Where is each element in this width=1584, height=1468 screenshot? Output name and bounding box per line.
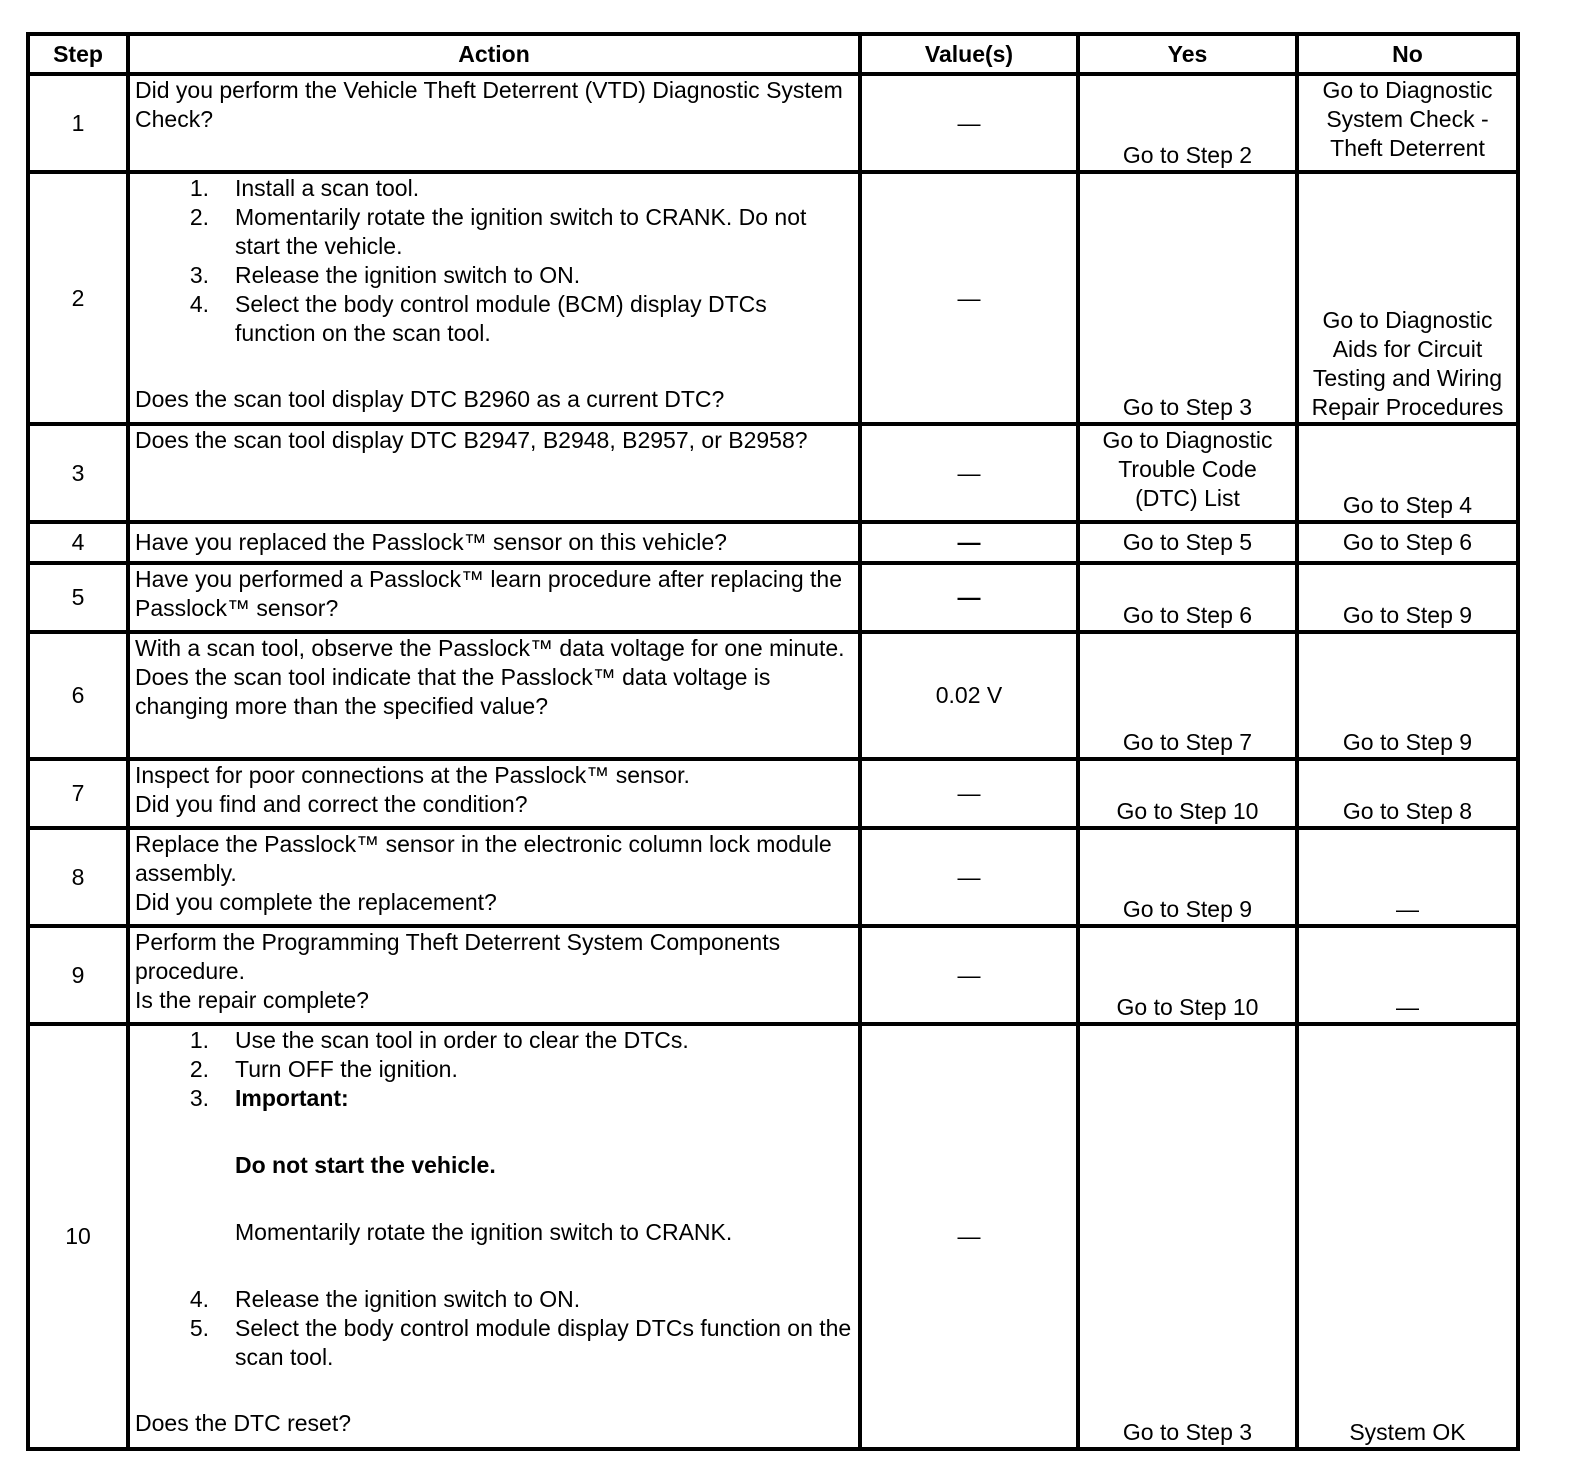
header-step: Step [28, 34, 128, 74]
substep-text: Momentarily rotate the ignition switch to CRANK. [235, 1219, 733, 1245]
important-note: Do not start the vehicle. [235, 1152, 496, 1178]
yes-cell: Go to Step 9 [1078, 828, 1297, 926]
table-row [28, 522, 1518, 563]
header-no: No [1297, 34, 1518, 74]
substep [135, 1055, 853, 1084]
substep-number: 5. [189, 1315, 209, 1341]
substep-number: 1. [189, 175, 209, 201]
substep-number [135, 1218, 209, 1247]
no-cell: Go to Step 9 [1297, 632, 1518, 759]
action-text: Did you perform the Vehicle Theft Deterrent (VTD) Diagnostic System Check? [135, 77, 843, 132]
action-text: Replace the Passlock™ sensor in the electronic column lock module assembly. [135, 831, 832, 886]
substep-text: Install a scan tool. [235, 175, 420, 201]
action-question: Does the scan tool display DTC B2960 as a current DTC? [135, 386, 725, 412]
substep [135, 1314, 853, 1372]
substep-text: Release the ignition switch to ON. [235, 1286, 581, 1312]
substep-text: Turn OFF the ignition. [235, 1056, 458, 1082]
action-cell [128, 632, 860, 759]
substep-number: 1. [189, 1027, 209, 1053]
no-cell: Go to Step 9 [1297, 563, 1518, 632]
value-cell: 0.02 V [860, 632, 1078, 759]
action-text: Inspect for poor connections at the Passlock™ sensor. [135, 762, 690, 788]
action-cell [128, 759, 860, 828]
yes-cell: Go to Step 10 [1078, 759, 1297, 828]
substep-number: 3. [189, 1085, 209, 1111]
action-cell [128, 522, 860, 563]
header-row [28, 34, 1518, 74]
value-cell: — [860, 926, 1078, 1024]
no-cell: — [1297, 926, 1518, 1024]
substep-list [135, 174, 853, 348]
yes-cell: Go to Step 10 [1078, 926, 1297, 1024]
table-row [28, 632, 1518, 759]
step-number: 5 [28, 563, 128, 632]
no-cell: — [1297, 828, 1518, 926]
substep [135, 1151, 853, 1180]
substep-text: Momentarily rotate the ignition switch to CRANK. Do not start the vehicle. [235, 204, 807, 259]
table-row [28, 563, 1518, 632]
no-cell: Go to Step 8 [1297, 759, 1518, 828]
step-number: 6 [28, 632, 128, 759]
yes-cell: Go to Step 3 [1078, 172, 1297, 424]
step-number: 7 [28, 759, 128, 828]
step-number: 10 [28, 1024, 128, 1449]
no-cell: Go to Step 6 [1297, 522, 1518, 563]
substep-text: Release the ignition switch to ON. [235, 262, 581, 288]
step-number: 8 [28, 828, 128, 926]
substep-number: 4. [189, 1286, 209, 1312]
substep-list [135, 1026, 853, 1372]
step-number: 9 [28, 926, 128, 1024]
yes-cell: Go to Step 7 [1078, 632, 1297, 759]
header-action: Action [128, 34, 860, 74]
yes-cell: Go to Step 2 [1078, 74, 1297, 172]
value-cell: — [860, 563, 1078, 632]
header-values: Value(s) [860, 34, 1078, 74]
substep [135, 1026, 853, 1055]
substep [135, 261, 853, 290]
substep-number: 2. [189, 1056, 209, 1082]
table-row [28, 424, 1518, 522]
substep [135, 174, 853, 203]
table-row [28, 1024, 1518, 1449]
action-text: With a scan tool, observe the Passlock™ data voltage for one minute. [135, 635, 845, 661]
action-text: Have you performed a Passlock™ learn procedure after replacing the Passlock™ sensor? [135, 566, 842, 621]
table-row [28, 926, 1518, 1024]
action-text: Does the scan tool display DTC B2947, B2948, B2957, or B2958? [135, 427, 808, 453]
substep [135, 1285, 853, 1314]
yes-cell: Go to Step 3 [1078, 1024, 1297, 1449]
value-cell: — [860, 172, 1078, 424]
substep-number: 2. [189, 204, 209, 230]
step-number: 2 [28, 172, 128, 424]
substep [135, 1218, 853, 1247]
value-cell: — [860, 759, 1078, 828]
value-cell: — [860, 424, 1078, 522]
value-cell: — [860, 1024, 1078, 1449]
action-question: Is the repair complete? [135, 987, 369, 1013]
yes-cell: Go to Step 5 [1078, 522, 1297, 563]
substep [135, 290, 853, 348]
substep [135, 203, 853, 261]
action-text: Have you replaced the Passlock™ sensor on this vehicle? [135, 529, 727, 555]
action-cell [128, 74, 860, 172]
step-number: 4 [28, 522, 128, 563]
yes-cell: Go to Step 6 [1078, 563, 1297, 632]
important-label: Important: [235, 1085, 349, 1111]
step-number: 3 [28, 424, 128, 522]
substep [135, 1084, 853, 1113]
action-question: Does the DTC reset? [135, 1410, 352, 1436]
substep-text: Use the scan tool in order to clear the DTCs. [235, 1027, 689, 1053]
action-cell [128, 424, 860, 522]
table-row [28, 172, 1518, 424]
action-cell [128, 172, 860, 424]
action-cell [128, 563, 860, 632]
action-text: Perform the Programming Theft Deterrent System Components procedure. [135, 929, 781, 984]
header-yes: Yes [1078, 34, 1297, 74]
action-question: Does the scan tool indicate that the Passlock™ data voltage is changing more than the specified value? [135, 664, 771, 719]
diagnostic-table [26, 32, 1520, 1451]
no-cell: System OK [1297, 1024, 1518, 1449]
value-cell: — [860, 522, 1078, 563]
no-cell: Go to Diagnostic System Check - Theft Deterrent [1297, 74, 1518, 172]
table-row [28, 74, 1518, 172]
yes-cell: Go to Diagnostic Trouble Code (DTC) List [1078, 424, 1297, 522]
value-cell: — [860, 828, 1078, 926]
no-cell: Go to Diagnostic Aids for Circuit Testing and Wiring Repair Procedures [1297, 172, 1518, 424]
substep-number: 3. [189, 262, 209, 288]
action-cell [128, 926, 860, 1024]
substep-number [135, 1151, 209, 1180]
action-question: Did you find and correct the condition? [135, 791, 528, 817]
table-row [28, 828, 1518, 926]
substep-number: 4. [189, 291, 209, 317]
value-cell: — [860, 74, 1078, 172]
substep-text: Select the body control module display DTCs function on the scan tool. [235, 1315, 852, 1370]
action-cell [128, 1024, 860, 1449]
no-cell: Go to Step 4 [1297, 424, 1518, 522]
substep-text: Select the body control module (BCM) display DTCs function on the scan tool. [235, 291, 767, 346]
step-number: 1 [28, 74, 128, 172]
action-cell [128, 828, 860, 926]
table-row [28, 759, 1518, 828]
action-question: Did you complete the replacement? [135, 889, 497, 915]
